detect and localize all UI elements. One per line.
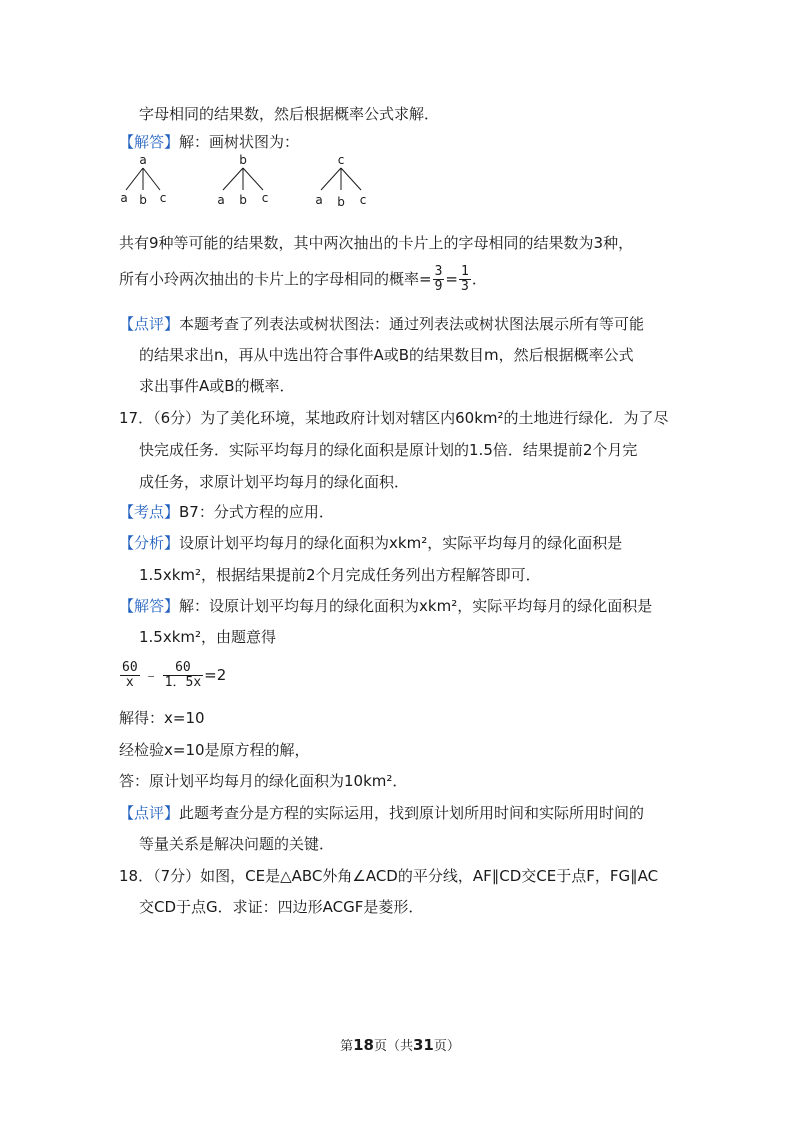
tree-leaf: a <box>217 193 225 207</box>
page-footer <box>0 1035 800 1054</box>
comment-tag: 【点评】 <box>119 804 180 822</box>
tree-leaf: a <box>315 193 323 207</box>
comment-2-line-2: 等量关系是解决问题的关键． <box>139 835 335 853</box>
solution-1 <box>119 132 299 152</box>
fraction-denominator: x <box>125 675 134 690</box>
comment-1-line-1 <box>119 314 644 334</box>
question-18-line-1: 18．（7分）如图，CE是△ABC外角∠ACD的平分线，AF∥CD交CE于点F，FG∥AC <box>119 867 659 885</box>
comment-text: 此题考查分是方程的实际运用，找到原计划所用时间和实际所用时间的 <box>179 804 645 822</box>
footer-mid: 页（共 <box>373 1039 413 1054</box>
tree-leaf: c <box>159 191 167 205</box>
fenxi-line-2: 1.5xkm²，根据结果提前2个月完成任务列出方程解答即可． <box>139 566 541 584</box>
minus-sign: ﹣ <box>143 666 159 684</box>
tree-root: b <box>239 153 247 167</box>
footer-post: 页） <box>433 1039 460 1054</box>
tree-b <box>217 153 268 207</box>
solution-2-line-1 <box>119 596 652 616</box>
kaodian <box>119 502 334 522</box>
fraction-numerator: 3 <box>434 264 443 279</box>
fraction-numerator: 1 <box>460 264 469 279</box>
fraction-denominator: 9 <box>434 279 443 294</box>
fraction-numerator: 60 <box>122 660 138 675</box>
solution-text: 解：设原计划平均每月的绿化面积为xkm²，实际平均每月的绿化面积是 <box>179 597 653 615</box>
fraction-denominator: 1．5x <box>164 675 202 690</box>
fenxi-line-1 <box>119 533 622 553</box>
equation-rhs: =2 <box>204 666 227 684</box>
tree-a <box>120 153 166 207</box>
fraction <box>433 265 445 294</box>
probability-line <box>119 262 487 296</box>
solution-2-line-2: 1.5xkm²，由题意得 <box>139 628 277 646</box>
solution-tag: 【解答】 <box>119 133 180 151</box>
prob-suffix: ． <box>471 270 487 288</box>
solution-tag: 【解答】 <box>119 597 180 615</box>
tree-root: a <box>139 153 147 167</box>
comment-1-line-2: 的结果求出n，再从中选出符合事件A或B的结果数目m，然后根据概率公式 <box>139 346 634 364</box>
tree-leaf: b <box>239 193 247 207</box>
tree-leaf: a <box>120 191 128 205</box>
footer-page-number: 18 <box>353 1036 374 1054</box>
intro-line: 字母相同的结果数，然后根据概率公式求解． <box>139 105 440 123</box>
tree-leaf: b <box>139 193 147 207</box>
comment-text: 本题考查了列表法或树状图法：通过列表法或树状图法展示所有等可能 <box>179 315 645 333</box>
answer-line: 答：原计划平均每月的绿化面积为10km²． <box>119 772 408 790</box>
kaodian-text: B7：分式方程的应用． <box>179 503 334 521</box>
fraction <box>120 661 140 690</box>
comment-tag: 【点评】 <box>119 315 180 333</box>
question-17-line-3: 成任务，求原计划平均每月的绿化面积． <box>139 473 410 491</box>
solve-line: 解得：x=10 <box>119 709 205 727</box>
equals: = <box>445 270 458 288</box>
question-18-line-2: 交CD于点G．求证：四边形ACGF是菱形． <box>139 898 424 916</box>
outcome-line: 共有9种等可能的结果数，其中两次抽出的卡片上的字母相同的结果数为3种， <box>119 234 634 252</box>
question-17-line-1: 17．（6分）为了美化环境，某地政府计划对辖区内60km²的土地进行绿化．为了尽 <box>119 409 669 427</box>
fraction <box>459 265 471 294</box>
comment-2-line-1 <box>119 803 644 823</box>
tree-root: c <box>337 153 345 167</box>
footer-total-pages: 31 <box>413 1036 434 1054</box>
fenxi-tag: 【分析】 <box>119 534 180 552</box>
footer-pre: 第 <box>340 1039 354 1054</box>
check-line: 经检验x=10是原方程的解， <box>119 741 310 759</box>
tree-c <box>315 153 366 209</box>
tree-diagram <box>115 152 475 212</box>
fraction-numerator: 60 <box>163 661 203 676</box>
fraction-denominator: 3 <box>460 279 469 294</box>
fraction <box>163 661 203 690</box>
tree-leaf: b <box>337 195 345 209</box>
prob-prefix: 所有小玲两次抽出的卡片上的字母相同的概率= <box>119 270 432 288</box>
kaodian-tag: 【考点】 <box>119 503 180 521</box>
question-17-line-2: 快完成任务．实际平均每月的绿化面积是原计划的1.5倍．结果提前2个月完 <box>139 441 638 459</box>
tree-leaf: c <box>261 191 269 205</box>
comment-1-line-3: 求出事件A或B的概率． <box>139 377 295 395</box>
equation <box>119 658 226 692</box>
fenxi-text: 设原计划平均每月的绿化面积为xkm²，实际平均每月的绿化面积是 <box>179 534 623 552</box>
solution-text: 解：画树状图为： <box>179 133 300 151</box>
tree-leaf: c <box>359 193 367 207</box>
